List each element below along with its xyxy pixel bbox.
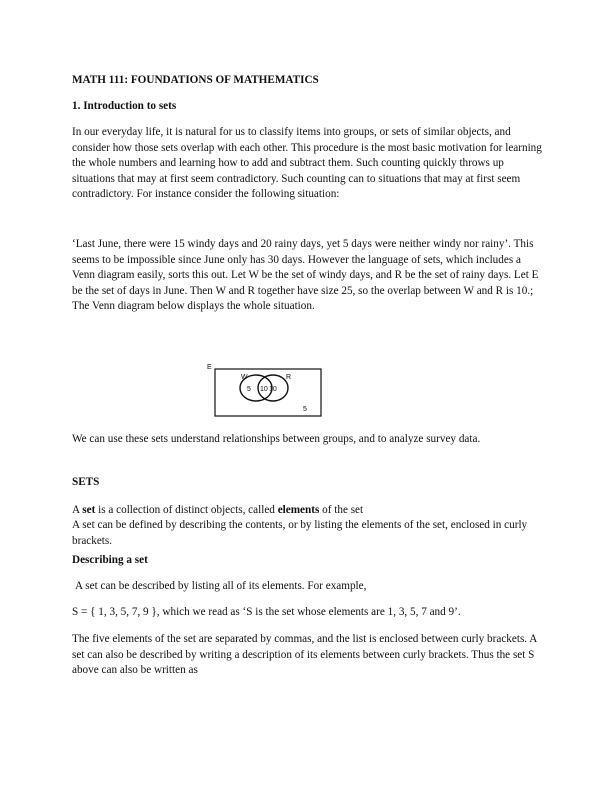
def-text-1: A [72, 504, 83, 516]
only-w-value: 5 [247, 386, 251, 393]
document-title: MATH 111: FOUNDATIONS OF MATHEMATICS [72, 74, 319, 86]
def-text-2: is a collection of distinct objects, called [95, 504, 278, 516]
intersection-value: 10 [260, 386, 268, 393]
universe-label: E [207, 364, 212, 371]
set-w-label: W [241, 374, 248, 381]
example-paragraph: ‘Last June, there were 15 windy days and 20 rainy days, yet 5 days were neither windy nor rainy’. This seems to be impossible since June only has 30 days. However the language of sets, which includes a Venn diagram easily, sorts this out. Let W be the set of windy days, and R be the set of rainy days. Let E be the set of days in June. Then W and R together have size 25, so the overlap between W and R is 10.; The Venn diagram below displays the whole situation. [72, 238, 539, 313]
after-venn-paragraph: We can use these sets understand relationships between groups, and to analyze survey data. [72, 433, 481, 445]
set-definition-line2: A set can be defined by describing the contents, or by listing the elements of the set, enclosed in curly brackets. [72, 519, 528, 547]
describing-paragraph-2: The five elements of the set are separated by commas, and the list is enclosed between curly brackets. A set can also be described by writing a description of its elements between curly brackets. Thus the set S above can also be written as [72, 633, 537, 677]
def-elements-word: elements [277, 504, 320, 516]
section-heading: 1. Introduction to sets [72, 100, 177, 112]
set-r-label: R [286, 374, 292, 381]
sets-heading: SETS [72, 476, 100, 488]
intro-paragraph: In our everyday life, it is natural for us to classify items into groups, or sets of similar objects, and consider how those sets overlap with each other. This procedure is the most basic motivation for learning the whole numbers and learning how to add and subtract them. Such counting quickly throws up situations that may at first seem contradictory. Such counting can to situations that may at first seem contradictory. For instance consider the following situation: [72, 126, 542, 201]
describing-paragraph-1: A set can be described by listing all of its elements. For example, [75, 580, 367, 592]
only-r-value: 10 [269, 386, 277, 393]
venn-diagram [206, 362, 326, 420]
def-set-word: set [82, 504, 96, 516]
set-definition [72, 503, 542, 519]
def-text-3: of the set [319, 504, 364, 516]
describing-heading: Describing a set [72, 554, 148, 566]
outside-value: 5 [303, 406, 307, 413]
describing-example: S = { 1, 3, 5, 7, 9 }, which we read as ‘S is the set whose elements are 1, 3, 5, 7 and 9’. [72, 606, 461, 618]
